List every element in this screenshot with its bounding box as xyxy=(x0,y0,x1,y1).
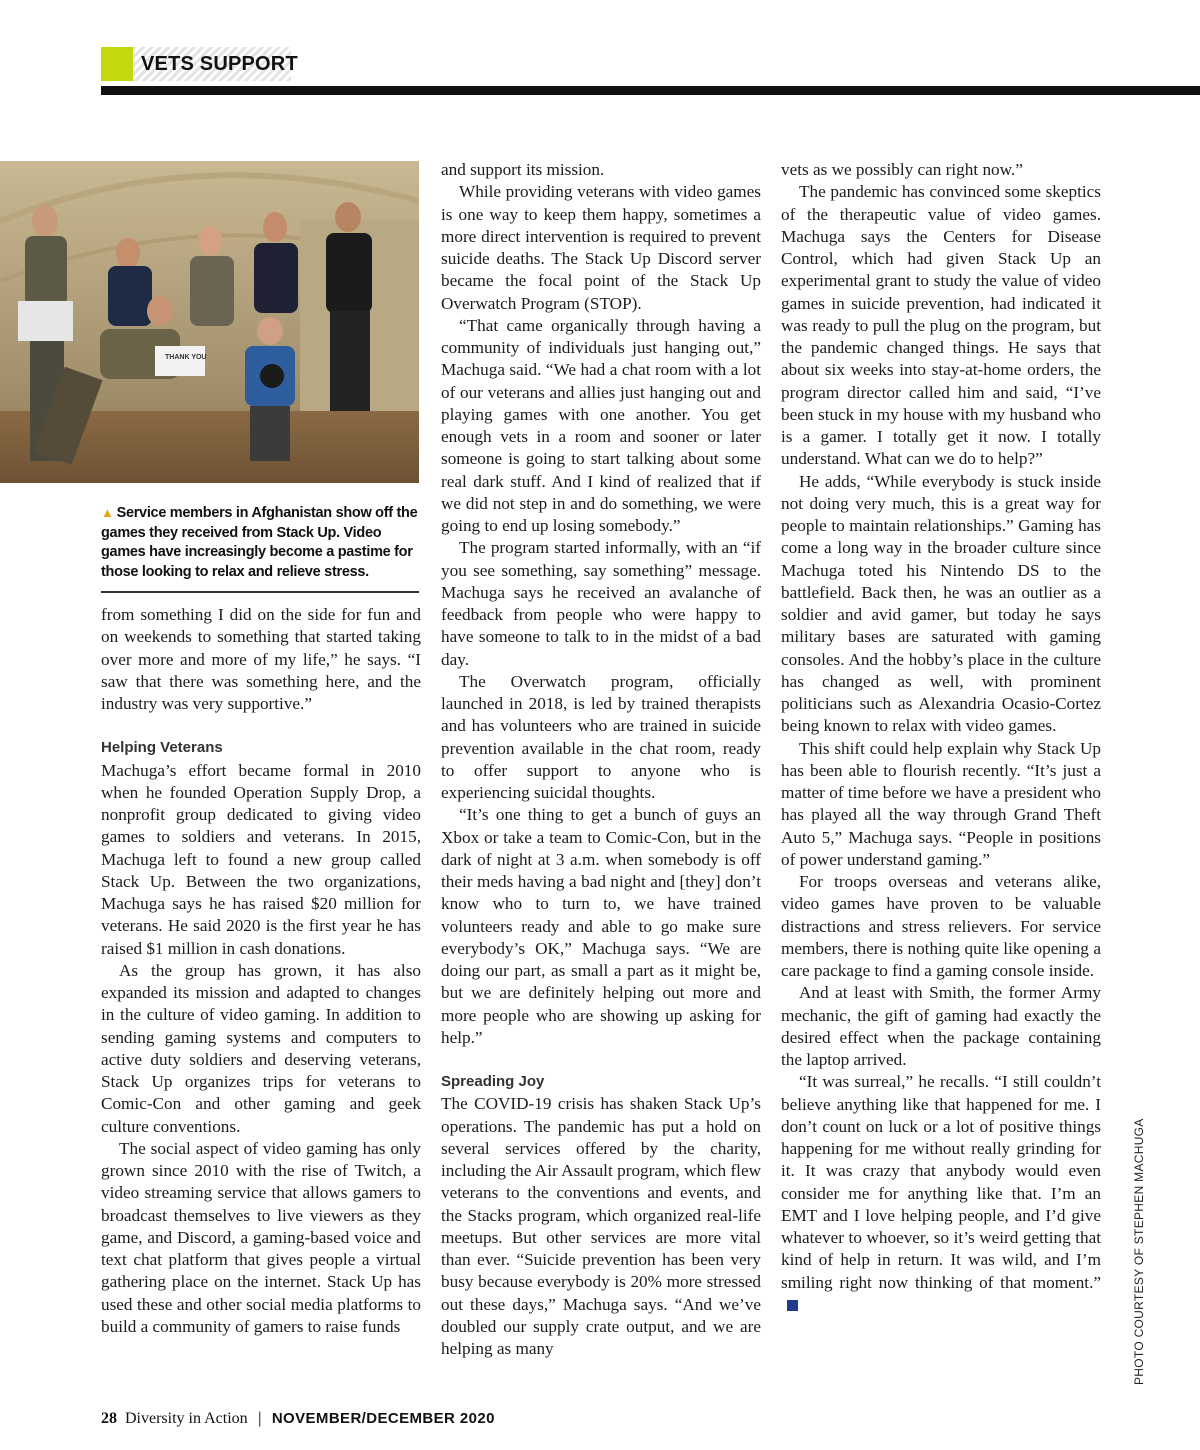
section-tag-accent xyxy=(101,47,133,81)
triangle-up-icon: ▲ xyxy=(101,505,114,520)
article-paragraph: While providing veterans with video games is one way to keep them happy, sometimes a more direct intervention is required to prevent suicide deaths. The Stack Up Discord server became the focal point of the Stack Up Overwatch Program (STOP). xyxy=(441,182,761,313)
footer-separator: | xyxy=(257,1410,262,1427)
article-paragraph: Machuga’s effort became formal in 2010 when he founded Operation Supply Drop, a nonprofit group dedicated to giving video games to soldiers and veterans. In 2015, Machuga left to found a new group called Stack Up. Between the two organizations, Machuga says he has raised $20 million for veterans. He said 2020 is the first year he has raised $1 million in cash donations. xyxy=(101,760,421,958)
article-paragraph: vets as we possibly can right now.” xyxy=(781,160,1023,179)
article-paragraph: And at least with Smith, the former Army mechanic, the gift of gaming had exactly the desired effect when the package containing the laptop arrived. xyxy=(781,983,1101,1069)
subheading: Helping Veterans xyxy=(101,739,223,757)
article-paragraph: He adds, “While everybody is stuck inside not doing very much, this is a great way for people to maintain relationships.” Gaming has come a long way in the broader culture since Machuga toted his Nintendo DS to the battlefield. Back then, he was an outlier as a soldier and avid gamer, but today he says military bases are saturated with gaming consoles. And the hobby’s place in the culture has changed as well, with prominent politicians such as Alexandria Ocasio-Cortez being known to relax with video games. xyxy=(781,471,1101,736)
article-paragraph: from something I did on the side for fun and on weekends to something that started taking over more and more of my life,” he says. “I saw that there was something here, and the industry was very supportive.” xyxy=(101,605,421,713)
article-paragraph: The social aspect of video gaming has only grown since 2010 with the rise of Twitch, a video streaming service that allows gamers to broadcast themselves to live viewers as they game, and Discord, a gaming-based voice and text chat platform that gives people a virtual gathering place on the internet. Stack Up has used these and other social media platforms to build a community of gamers to raise funds xyxy=(101,1138,421,1336)
article-paragraph: The pandemic has convinced some skeptics of the therapeutic value of video games. Machuga says the Centers for Disease Control, which had given Stack Up an experimental grant to study the value of video games in suicide prevention, had indicated it was ready to pull the plug on the program, but the pandemic changed things. He says that about six weeks into stay-at-home orders, the program director called him and said, “I’ve been stuck in my house with my husband who is a gamer. I totally get it now. I totally understand. What can we do to help?” xyxy=(781,182,1101,469)
page-number: 28 xyxy=(101,1410,117,1427)
article-paragraph: “It’s one thing to get a bunch of guys an Xbox or take a team to Comic-Con, but in the dark of night at 3 a.m. when somebody is off their meds having a bad night and [they] don’t know who to turn to, we have trained volunteers ready and able to go make sure everybody’s OK,” Machuga says. “We are doing our part, as small a part as it might be, but we are definitely helping out more and more people who are showing up asking for help.” xyxy=(441,805,761,1047)
article-paragraph: “It was surreal,” he recalls. “I still couldn’t believe anything like that happened for me. I don’t count on luck or a lot of positive things happening for me without really grinding for it. It was crazy that anybody would even consider me for anything like that. I’m an EMT and I love helping people, and I’d give whatever to whoever, so it’s weird getting that kind of help in return. It was wild, and I’m smiling right now thinking of that moment.” xyxy=(781,1071,1101,1316)
page-footer xyxy=(101,1410,495,1428)
article-paragraph: “That came organically through having a community of individuals just hanging out,” Machuga said. “We had a chat room with a lot of our veterans and allies just hanging out and playing games with one another. You get enough vets in a room and sooner or later someone is going to start talking about some real dark stuff. And I kind of realized that if we did not step in and do something, we were going to end up losing somebody.” xyxy=(441,315,761,535)
article-paragraph: As the group has grown, it has also expanded its mission and adapted to changes in the culture of video gaming. In addition to sending gaming systems and computers to active duty soldiers and deserving veterans, Stack Up organizes trips for veterans to Comic-Con and other gaming and geek culture conventions. xyxy=(101,960,421,1136)
article-paragraph: The Overwatch program, officially launched in 2018, is led by trained therapists and has volunteers who are trained in suicide prevention available in the chat room, ready to offer support to anyone who is experiencing suicidal thoughts. xyxy=(441,671,761,802)
article-column-2 xyxy=(441,159,761,1360)
photo-sign-text: THANK YOU xyxy=(165,354,207,361)
article-paragraph: For troops overseas and veterans alike, video games have proven to be valuable distractions and stress relievers. For service members, there is nothing quite like opening a care package to find a gaming console inside. xyxy=(781,872,1101,980)
photo-credit: PHOTO COURTESY OF STEPHEN MACHUGA xyxy=(1132,1118,1146,1385)
photo-caption xyxy=(101,503,421,582)
article-paragraph: and support its mission. xyxy=(441,160,605,179)
end-mark-icon xyxy=(787,1300,798,1311)
header-rule xyxy=(101,86,1200,95)
section-tag xyxy=(101,47,298,81)
magazine-name: Diversity in Action xyxy=(125,1410,248,1427)
article-paragraph: This shift could help explain why Stack Up has been able to flourish recently. “It’s just a matter of time before we have a president who has played all the way through Grand Theft Auto 5,” Machuga says. “People in positions of power understand gaming.” xyxy=(781,738,1101,869)
article-paragraph: The COVID-19 crisis has shaken Stack Up’s operations. The pandemic has put a hold on several services offered by the charity, including the Air Assault program, which flew veterans to the conventions and events, and the Stacks program, which organized real-life meetups. But other services are more vital than ever. “Suicide prevention has been very busy because everybody is 20% more stressed out these days,” Machuga says. “And we’ve doubled our supply crate output, and we are helping as many xyxy=(441,1094,761,1358)
photo-of-service-members-icon xyxy=(0,161,419,483)
caption-rule xyxy=(101,591,419,593)
caption-text: Service members in Afghanistan show off the games they received from Stack Up. Video games have increasingly become a pastime for those looking to relax and relieve stress. xyxy=(101,505,418,580)
article-column-3 xyxy=(781,159,1101,1316)
issue-date: NOVEMBER/DECEMBER 2020 xyxy=(271,1410,495,1427)
article-photo xyxy=(0,161,419,483)
subheading: Spreading Joy xyxy=(441,1073,545,1090)
article-paragraph: The program started informally, with an “if you see something, say something” message. Machuga says he received an avalanche of feedback from people who were happy to have someone to talk to in the midst of a bad day. xyxy=(441,538,761,669)
section-label: VETS SUPPORT xyxy=(141,53,298,75)
article-column-1 xyxy=(101,604,421,1338)
